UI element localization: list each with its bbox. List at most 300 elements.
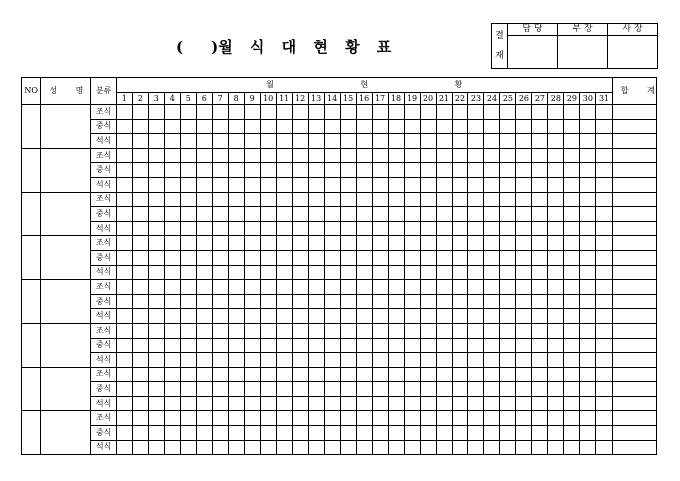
day-cell[interactable] xyxy=(292,177,308,192)
day-cell[interactable] xyxy=(452,440,468,455)
day-cell[interactable] xyxy=(212,323,228,338)
day-cell[interactable] xyxy=(372,440,388,455)
day-cell[interactable] xyxy=(212,265,228,280)
day-cell[interactable] xyxy=(468,353,484,368)
day-cell[interactable] xyxy=(516,207,532,222)
day-cell[interactable] xyxy=(308,280,324,295)
day-cell[interactable] xyxy=(388,280,404,295)
day-cell[interactable] xyxy=(196,440,212,455)
day-cell[interactable] xyxy=(436,192,452,207)
day-cell[interactable] xyxy=(516,382,532,397)
day-cell[interactable] xyxy=(596,294,612,309)
day-cell[interactable] xyxy=(404,207,420,222)
day-cell[interactable] xyxy=(132,440,148,455)
day-cell[interactable] xyxy=(180,119,196,134)
day-cell[interactable] xyxy=(420,309,436,324)
day-cell[interactable] xyxy=(372,338,388,353)
day-cell[interactable] xyxy=(196,236,212,251)
day-cell[interactable] xyxy=(324,177,340,192)
day-cell[interactable] xyxy=(132,411,148,426)
total-cell[interactable] xyxy=(612,309,656,324)
day-cell[interactable] xyxy=(548,105,564,120)
day-cell[interactable] xyxy=(532,294,548,309)
day-cell[interactable] xyxy=(356,382,372,397)
day-cell[interactable] xyxy=(132,119,148,134)
day-cell[interactable] xyxy=(148,396,164,411)
day-cell[interactable] xyxy=(404,294,420,309)
day-cell[interactable] xyxy=(324,236,340,251)
day-cell[interactable] xyxy=(420,105,436,120)
day-cell[interactable] xyxy=(244,367,260,382)
day-cell[interactable] xyxy=(436,440,452,455)
day-cell[interactable] xyxy=(356,280,372,295)
day-cell[interactable] xyxy=(116,177,132,192)
day-cell[interactable] xyxy=(132,134,148,149)
day-cell[interactable] xyxy=(180,323,196,338)
day-cell[interactable] xyxy=(260,323,276,338)
day-cell[interactable] xyxy=(580,280,596,295)
name-cell[interactable] xyxy=(41,323,91,367)
total-cell[interactable] xyxy=(612,105,656,120)
total-cell[interactable] xyxy=(612,338,656,353)
day-cell[interactable] xyxy=(404,367,420,382)
day-cell[interactable] xyxy=(404,323,420,338)
day-cell[interactable] xyxy=(356,294,372,309)
day-cell[interactable] xyxy=(148,426,164,441)
day-cell[interactable] xyxy=(164,309,180,324)
day-cell[interactable] xyxy=(548,265,564,280)
day-cell[interactable] xyxy=(564,192,580,207)
day-cell[interactable] xyxy=(452,148,468,163)
day-cell[interactable] xyxy=(276,426,292,441)
day-cell[interactable] xyxy=(196,177,212,192)
day-cell[interactable] xyxy=(340,134,356,149)
no-cell[interactable] xyxy=(22,105,41,149)
day-cell[interactable] xyxy=(260,396,276,411)
day-cell[interactable] xyxy=(292,119,308,134)
total-cell[interactable] xyxy=(612,367,656,382)
day-cell[interactable] xyxy=(132,105,148,120)
day-cell[interactable] xyxy=(148,440,164,455)
day-cell[interactable] xyxy=(548,207,564,222)
day-cell[interactable] xyxy=(164,105,180,120)
day-cell[interactable] xyxy=(564,396,580,411)
day-cell[interactable] xyxy=(532,265,548,280)
day-cell[interactable] xyxy=(532,207,548,222)
day-cell[interactable] xyxy=(340,265,356,280)
day-cell[interactable] xyxy=(532,280,548,295)
day-cell[interactable] xyxy=(500,426,516,441)
day-cell[interactable] xyxy=(596,265,612,280)
day-cell[interactable] xyxy=(148,236,164,251)
day-cell[interactable] xyxy=(276,367,292,382)
day-cell[interactable] xyxy=(228,353,244,368)
day-cell[interactable] xyxy=(340,323,356,338)
total-cell[interactable] xyxy=(612,353,656,368)
day-cell[interactable] xyxy=(532,236,548,251)
day-cell[interactable] xyxy=(468,250,484,265)
day-cell[interactable] xyxy=(324,411,340,426)
day-cell[interactable] xyxy=(116,353,132,368)
day-cell[interactable] xyxy=(388,265,404,280)
day-cell[interactable] xyxy=(532,134,548,149)
day-cell[interactable] xyxy=(468,411,484,426)
total-cell[interactable] xyxy=(612,323,656,338)
day-cell[interactable] xyxy=(244,338,260,353)
day-cell[interactable] xyxy=(212,163,228,178)
day-cell[interactable] xyxy=(388,250,404,265)
day-cell[interactable] xyxy=(148,411,164,426)
day-cell[interactable] xyxy=(564,309,580,324)
day-cell[interactable] xyxy=(340,353,356,368)
day-cell[interactable] xyxy=(452,265,468,280)
day-cell[interactable] xyxy=(164,338,180,353)
day-cell[interactable] xyxy=(228,177,244,192)
day-cell[interactable] xyxy=(116,250,132,265)
day-cell[interactable] xyxy=(532,105,548,120)
day-cell[interactable] xyxy=(580,353,596,368)
day-cell[interactable] xyxy=(180,338,196,353)
signature-cell-president[interactable] xyxy=(608,36,658,69)
day-cell[interactable] xyxy=(180,207,196,222)
day-cell[interactable] xyxy=(180,163,196,178)
day-cell[interactable] xyxy=(260,294,276,309)
day-cell[interactable] xyxy=(292,148,308,163)
day-cell[interactable] xyxy=(292,367,308,382)
day-cell[interactable] xyxy=(436,119,452,134)
day-cell[interactable] xyxy=(324,105,340,120)
name-cell[interactable] xyxy=(41,280,91,324)
day-cell[interactable] xyxy=(116,119,132,134)
day-cell[interactable] xyxy=(212,148,228,163)
day-cell[interactable] xyxy=(324,323,340,338)
day-cell[interactable] xyxy=(596,323,612,338)
day-cell[interactable] xyxy=(356,338,372,353)
day-cell[interactable] xyxy=(452,426,468,441)
day-cell[interactable] xyxy=(468,236,484,251)
day-cell[interactable] xyxy=(372,294,388,309)
day-cell[interactable] xyxy=(452,250,468,265)
day-cell[interactable] xyxy=(292,134,308,149)
day-cell[interactable] xyxy=(228,426,244,441)
day-cell[interactable] xyxy=(308,294,324,309)
day-cell[interactable] xyxy=(388,105,404,120)
day-cell[interactable] xyxy=(596,367,612,382)
day-cell[interactable] xyxy=(564,177,580,192)
day-cell[interactable] xyxy=(532,148,548,163)
day-cell[interactable] xyxy=(564,411,580,426)
day-cell[interactable] xyxy=(420,367,436,382)
day-cell[interactable] xyxy=(516,323,532,338)
day-cell[interactable] xyxy=(596,221,612,236)
day-cell[interactable] xyxy=(276,411,292,426)
day-cell[interactable] xyxy=(564,338,580,353)
day-cell[interactable] xyxy=(484,250,500,265)
day-cell[interactable] xyxy=(500,280,516,295)
day-cell[interactable] xyxy=(580,148,596,163)
day-cell[interactable] xyxy=(212,396,228,411)
day-cell[interactable] xyxy=(388,119,404,134)
day-cell[interactable] xyxy=(340,280,356,295)
day-cell[interactable] xyxy=(340,396,356,411)
day-cell[interactable] xyxy=(180,382,196,397)
day-cell[interactable] xyxy=(436,280,452,295)
no-cell[interactable] xyxy=(22,280,41,324)
day-cell[interactable] xyxy=(276,250,292,265)
day-cell[interactable] xyxy=(132,323,148,338)
day-cell[interactable] xyxy=(532,353,548,368)
day-cell[interactable] xyxy=(260,440,276,455)
day-cell[interactable] xyxy=(372,382,388,397)
day-cell[interactable] xyxy=(548,411,564,426)
day-cell[interactable] xyxy=(564,119,580,134)
day-cell[interactable] xyxy=(452,221,468,236)
day-cell[interactable] xyxy=(324,338,340,353)
day-cell[interactable] xyxy=(548,134,564,149)
day-cell[interactable] xyxy=(308,221,324,236)
day-cell[interactable] xyxy=(500,105,516,120)
day-cell[interactable] xyxy=(324,440,340,455)
day-cell[interactable] xyxy=(548,177,564,192)
day-cell[interactable] xyxy=(500,367,516,382)
day-cell[interactable] xyxy=(420,280,436,295)
day-cell[interactable] xyxy=(196,250,212,265)
day-cell[interactable] xyxy=(340,207,356,222)
total-cell[interactable] xyxy=(612,294,656,309)
name-cell[interactable] xyxy=(41,105,91,149)
day-cell[interactable] xyxy=(404,148,420,163)
day-cell[interactable] xyxy=(484,221,500,236)
day-cell[interactable] xyxy=(228,236,244,251)
day-cell[interactable] xyxy=(532,163,548,178)
day-cell[interactable] xyxy=(132,265,148,280)
day-cell[interactable] xyxy=(196,280,212,295)
day-cell[interactable] xyxy=(500,134,516,149)
day-cell[interactable] xyxy=(468,382,484,397)
day-cell[interactable] xyxy=(580,207,596,222)
day-cell[interactable] xyxy=(132,353,148,368)
day-cell[interactable] xyxy=(452,294,468,309)
name-cell[interactable] xyxy=(41,367,91,411)
day-cell[interactable] xyxy=(500,382,516,397)
day-cell[interactable] xyxy=(308,105,324,120)
day-cell[interactable] xyxy=(116,426,132,441)
day-cell[interactable] xyxy=(148,134,164,149)
day-cell[interactable] xyxy=(340,382,356,397)
day-cell[interactable] xyxy=(276,221,292,236)
day-cell[interactable] xyxy=(356,105,372,120)
day-cell[interactable] xyxy=(452,105,468,120)
day-cell[interactable] xyxy=(404,309,420,324)
day-cell[interactable] xyxy=(564,265,580,280)
day-cell[interactable] xyxy=(292,294,308,309)
day-cell[interactable] xyxy=(276,294,292,309)
no-cell[interactable] xyxy=(22,192,41,236)
day-cell[interactable] xyxy=(244,148,260,163)
day-cell[interactable] xyxy=(260,382,276,397)
day-cell[interactable] xyxy=(372,163,388,178)
day-cell[interactable] xyxy=(196,353,212,368)
day-cell[interactable] xyxy=(356,411,372,426)
day-cell[interactable] xyxy=(244,163,260,178)
day-cell[interactable] xyxy=(340,411,356,426)
day-cell[interactable] xyxy=(468,105,484,120)
day-cell[interactable] xyxy=(180,280,196,295)
day-cell[interactable] xyxy=(532,119,548,134)
day-cell[interactable] xyxy=(404,382,420,397)
day-cell[interactable] xyxy=(452,163,468,178)
day-cell[interactable] xyxy=(500,192,516,207)
day-cell[interactable] xyxy=(148,250,164,265)
day-cell[interactable] xyxy=(452,382,468,397)
day-cell[interactable] xyxy=(164,426,180,441)
day-cell[interactable] xyxy=(388,207,404,222)
name-cell[interactable] xyxy=(41,411,91,455)
day-cell[interactable] xyxy=(388,353,404,368)
day-cell[interactable] xyxy=(244,236,260,251)
day-cell[interactable] xyxy=(580,119,596,134)
day-cell[interactable] xyxy=(468,163,484,178)
day-cell[interactable] xyxy=(532,177,548,192)
day-cell[interactable] xyxy=(292,105,308,120)
day-cell[interactable] xyxy=(596,134,612,149)
day-cell[interactable] xyxy=(164,411,180,426)
day-cell[interactable] xyxy=(148,177,164,192)
day-cell[interactable] xyxy=(388,148,404,163)
day-cell[interactable] xyxy=(292,323,308,338)
day-cell[interactable] xyxy=(292,207,308,222)
day-cell[interactable] xyxy=(244,265,260,280)
day-cell[interactable] xyxy=(132,309,148,324)
day-cell[interactable] xyxy=(116,280,132,295)
day-cell[interactable] xyxy=(580,294,596,309)
day-cell[interactable] xyxy=(516,192,532,207)
day-cell[interactable] xyxy=(180,367,196,382)
day-cell[interactable] xyxy=(420,411,436,426)
day-cell[interactable] xyxy=(340,426,356,441)
day-cell[interactable] xyxy=(484,265,500,280)
day-cell[interactable] xyxy=(356,148,372,163)
day-cell[interactable] xyxy=(292,221,308,236)
day-cell[interactable] xyxy=(420,236,436,251)
day-cell[interactable] xyxy=(356,119,372,134)
day-cell[interactable] xyxy=(340,192,356,207)
day-cell[interactable] xyxy=(212,411,228,426)
day-cell[interactable] xyxy=(180,265,196,280)
day-cell[interactable] xyxy=(196,207,212,222)
day-cell[interactable] xyxy=(516,294,532,309)
day-cell[interactable] xyxy=(452,207,468,222)
day-cell[interactable] xyxy=(260,338,276,353)
day-cell[interactable] xyxy=(164,265,180,280)
day-cell[interactable] xyxy=(484,207,500,222)
day-cell[interactable] xyxy=(580,236,596,251)
day-cell[interactable] xyxy=(580,309,596,324)
day-cell[interactable] xyxy=(196,323,212,338)
day-cell[interactable] xyxy=(212,119,228,134)
day-cell[interactable] xyxy=(580,426,596,441)
day-cell[interactable] xyxy=(148,163,164,178)
day-cell[interactable] xyxy=(276,265,292,280)
day-cell[interactable] xyxy=(340,338,356,353)
day-cell[interactable] xyxy=(420,294,436,309)
day-cell[interactable] xyxy=(356,440,372,455)
day-cell[interactable] xyxy=(308,323,324,338)
day-cell[interactable] xyxy=(548,250,564,265)
day-cell[interactable] xyxy=(292,353,308,368)
day-cell[interactable] xyxy=(516,148,532,163)
day-cell[interactable] xyxy=(548,323,564,338)
day-cell[interactable] xyxy=(596,353,612,368)
day-cell[interactable] xyxy=(292,411,308,426)
day-cell[interactable] xyxy=(596,411,612,426)
day-cell[interactable] xyxy=(116,323,132,338)
day-cell[interactable] xyxy=(276,396,292,411)
day-cell[interactable] xyxy=(324,221,340,236)
day-cell[interactable] xyxy=(260,177,276,192)
day-cell[interactable] xyxy=(532,221,548,236)
day-cell[interactable] xyxy=(116,207,132,222)
day-cell[interactable] xyxy=(180,148,196,163)
day-cell[interactable] xyxy=(148,280,164,295)
day-cell[interactable] xyxy=(340,119,356,134)
day-cell[interactable] xyxy=(564,323,580,338)
day-cell[interactable] xyxy=(484,236,500,251)
day-cell[interactable] xyxy=(340,440,356,455)
day-cell[interactable] xyxy=(180,353,196,368)
day-cell[interactable] xyxy=(500,323,516,338)
day-cell[interactable] xyxy=(244,294,260,309)
day-cell[interactable] xyxy=(372,353,388,368)
day-cell[interactable] xyxy=(404,426,420,441)
day-cell[interactable] xyxy=(356,207,372,222)
day-cell[interactable] xyxy=(356,309,372,324)
total-cell[interactable] xyxy=(612,148,656,163)
day-cell[interactable] xyxy=(180,309,196,324)
day-cell[interactable] xyxy=(580,177,596,192)
day-cell[interactable] xyxy=(516,309,532,324)
day-cell[interactable] xyxy=(452,119,468,134)
day-cell[interactable] xyxy=(196,105,212,120)
total-cell[interactable] xyxy=(612,280,656,295)
day-cell[interactable] xyxy=(452,353,468,368)
day-cell[interactable] xyxy=(580,221,596,236)
day-cell[interactable] xyxy=(308,134,324,149)
day-cell[interactable] xyxy=(356,426,372,441)
signature-cell-manager[interactable] xyxy=(508,36,558,69)
day-cell[interactable] xyxy=(276,134,292,149)
day-cell[interactable] xyxy=(116,134,132,149)
no-cell[interactable] xyxy=(22,367,41,411)
day-cell[interactable] xyxy=(484,163,500,178)
day-cell[interactable] xyxy=(260,163,276,178)
day-cell[interactable] xyxy=(532,382,548,397)
day-cell[interactable] xyxy=(468,119,484,134)
day-cell[interactable] xyxy=(212,250,228,265)
day-cell[interactable] xyxy=(340,105,356,120)
day-cell[interactable] xyxy=(228,440,244,455)
day-cell[interactable] xyxy=(564,280,580,295)
day-cell[interactable] xyxy=(356,250,372,265)
day-cell[interactable] xyxy=(132,148,148,163)
day-cell[interactable] xyxy=(164,177,180,192)
day-cell[interactable] xyxy=(548,119,564,134)
day-cell[interactable] xyxy=(116,382,132,397)
day-cell[interactable] xyxy=(212,192,228,207)
day-cell[interactable] xyxy=(292,192,308,207)
day-cell[interactable] xyxy=(148,265,164,280)
day-cell[interactable] xyxy=(212,294,228,309)
